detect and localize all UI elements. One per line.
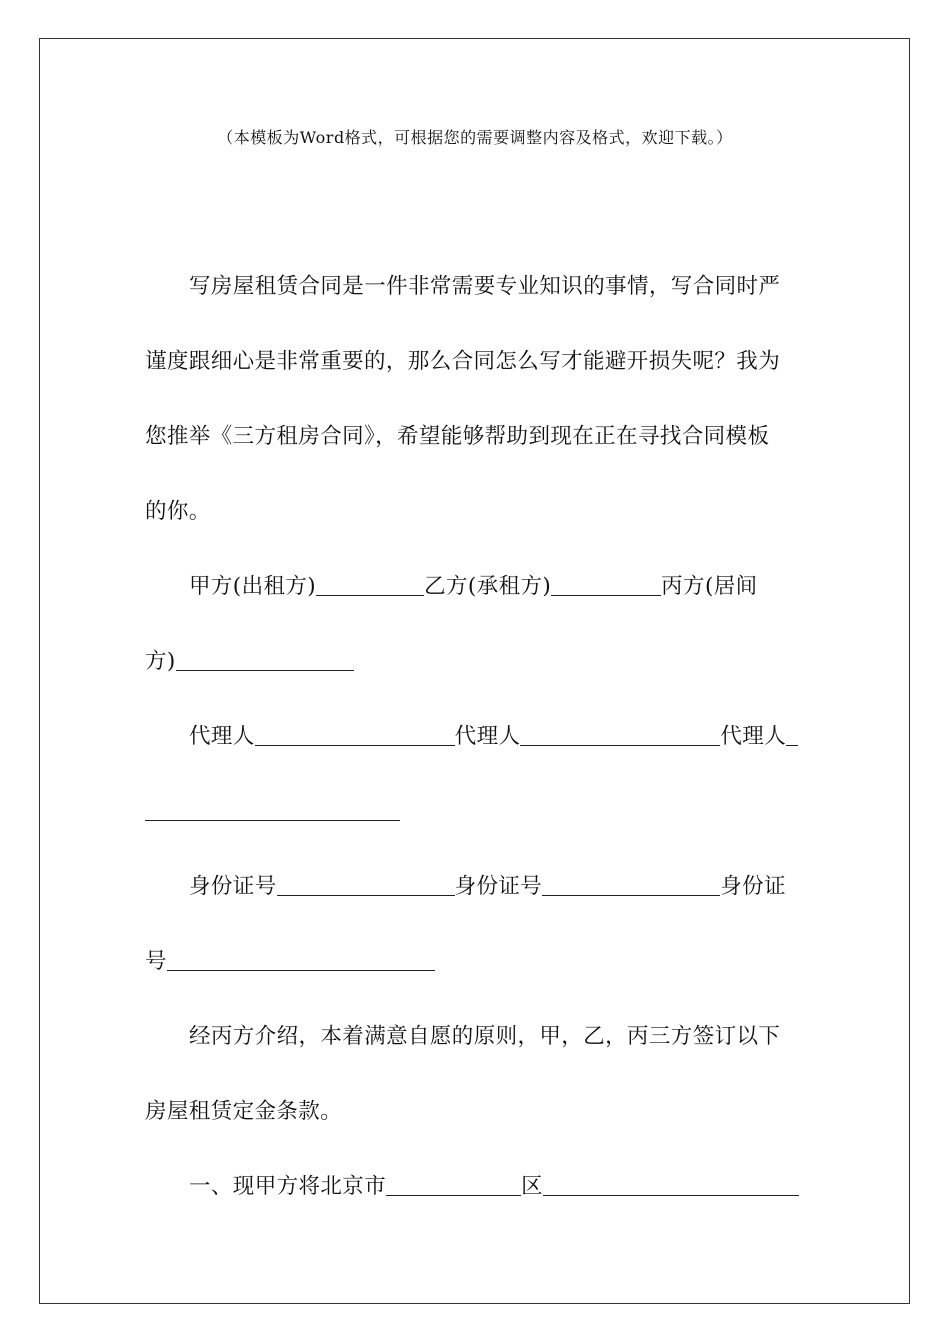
id-a-blank[interactable] bbox=[277, 873, 455, 896]
parties-line-cont bbox=[145, 647, 354, 677]
agent-b-blank[interactable] bbox=[520, 723, 720, 746]
party-a-label: 甲方(出租方) bbox=[189, 574, 317, 599]
agreement-line-2: 房屋租赁定金条款。 bbox=[145, 1099, 343, 1124]
party-c-label-end: 方) bbox=[145, 649, 176, 674]
template-notice: （本模板为Word格式，可根据您的需要调整内容及格式，欢迎下载。） bbox=[217, 128, 733, 147]
party-c-blank[interactable] bbox=[176, 648, 354, 671]
ids-line bbox=[189, 872, 786, 902]
district-blank[interactable] bbox=[543, 1173, 799, 1196]
party-c-label: 丙方(居间 bbox=[661, 574, 758, 599]
agent-a-blank[interactable] bbox=[255, 723, 455, 746]
agent-b-label: 代理人 bbox=[454, 724, 521, 749]
ids-line-cont bbox=[145, 947, 435, 977]
district-label: 区 bbox=[521, 1174, 544, 1199]
agent-a-label: 代理人 bbox=[189, 724, 255, 749]
agents-line-cont bbox=[145, 797, 400, 827]
intro-line-2: 谨度跟细心是非常重要的，那么合同怎么写才能避开损失呢？我为 bbox=[145, 349, 781, 374]
id-c-label: 身份证 bbox=[720, 874, 786, 899]
id-b-label: 身份证号 bbox=[454, 874, 543, 899]
agent-c-blank-start[interactable] bbox=[786, 723, 798, 746]
intro-line-3: 您推举《三方租房合同》，希望能够帮助到现在正在寻找合同模板 bbox=[145, 424, 770, 449]
id-c-label-end: 号 bbox=[145, 949, 167, 974]
clause-1-line bbox=[189, 1172, 799, 1202]
parties-line bbox=[189, 572, 758, 602]
party-b-label: 乙方(承租方) bbox=[424, 574, 552, 599]
id-c-blank[interactable] bbox=[167, 948, 435, 971]
agent-c-label: 代理人 bbox=[720, 724, 787, 749]
intro-line-4: 的你。 bbox=[145, 499, 211, 524]
agent-c-blank[interactable] bbox=[145, 798, 400, 821]
party-b-blank[interactable] bbox=[551, 573, 661, 596]
city-blank[interactable] bbox=[386, 1173, 521, 1196]
intro-line-1: 写房屋租赁合同是一件非常需要专业知识的事情，写合同时严 bbox=[189, 274, 781, 299]
agents-line bbox=[189, 722, 798, 752]
id-a-label: 身份证号 bbox=[189, 874, 277, 899]
id-b-blank[interactable] bbox=[542, 873, 720, 896]
party-a-blank[interactable] bbox=[316, 573, 424, 596]
clause-1-prefix: 一、现甲方将北京市 bbox=[189, 1174, 387, 1199]
agreement-line-1: 经丙方介绍，本着满意自愿的原则，甲，乙，丙三方签订以下 bbox=[189, 1024, 781, 1049]
